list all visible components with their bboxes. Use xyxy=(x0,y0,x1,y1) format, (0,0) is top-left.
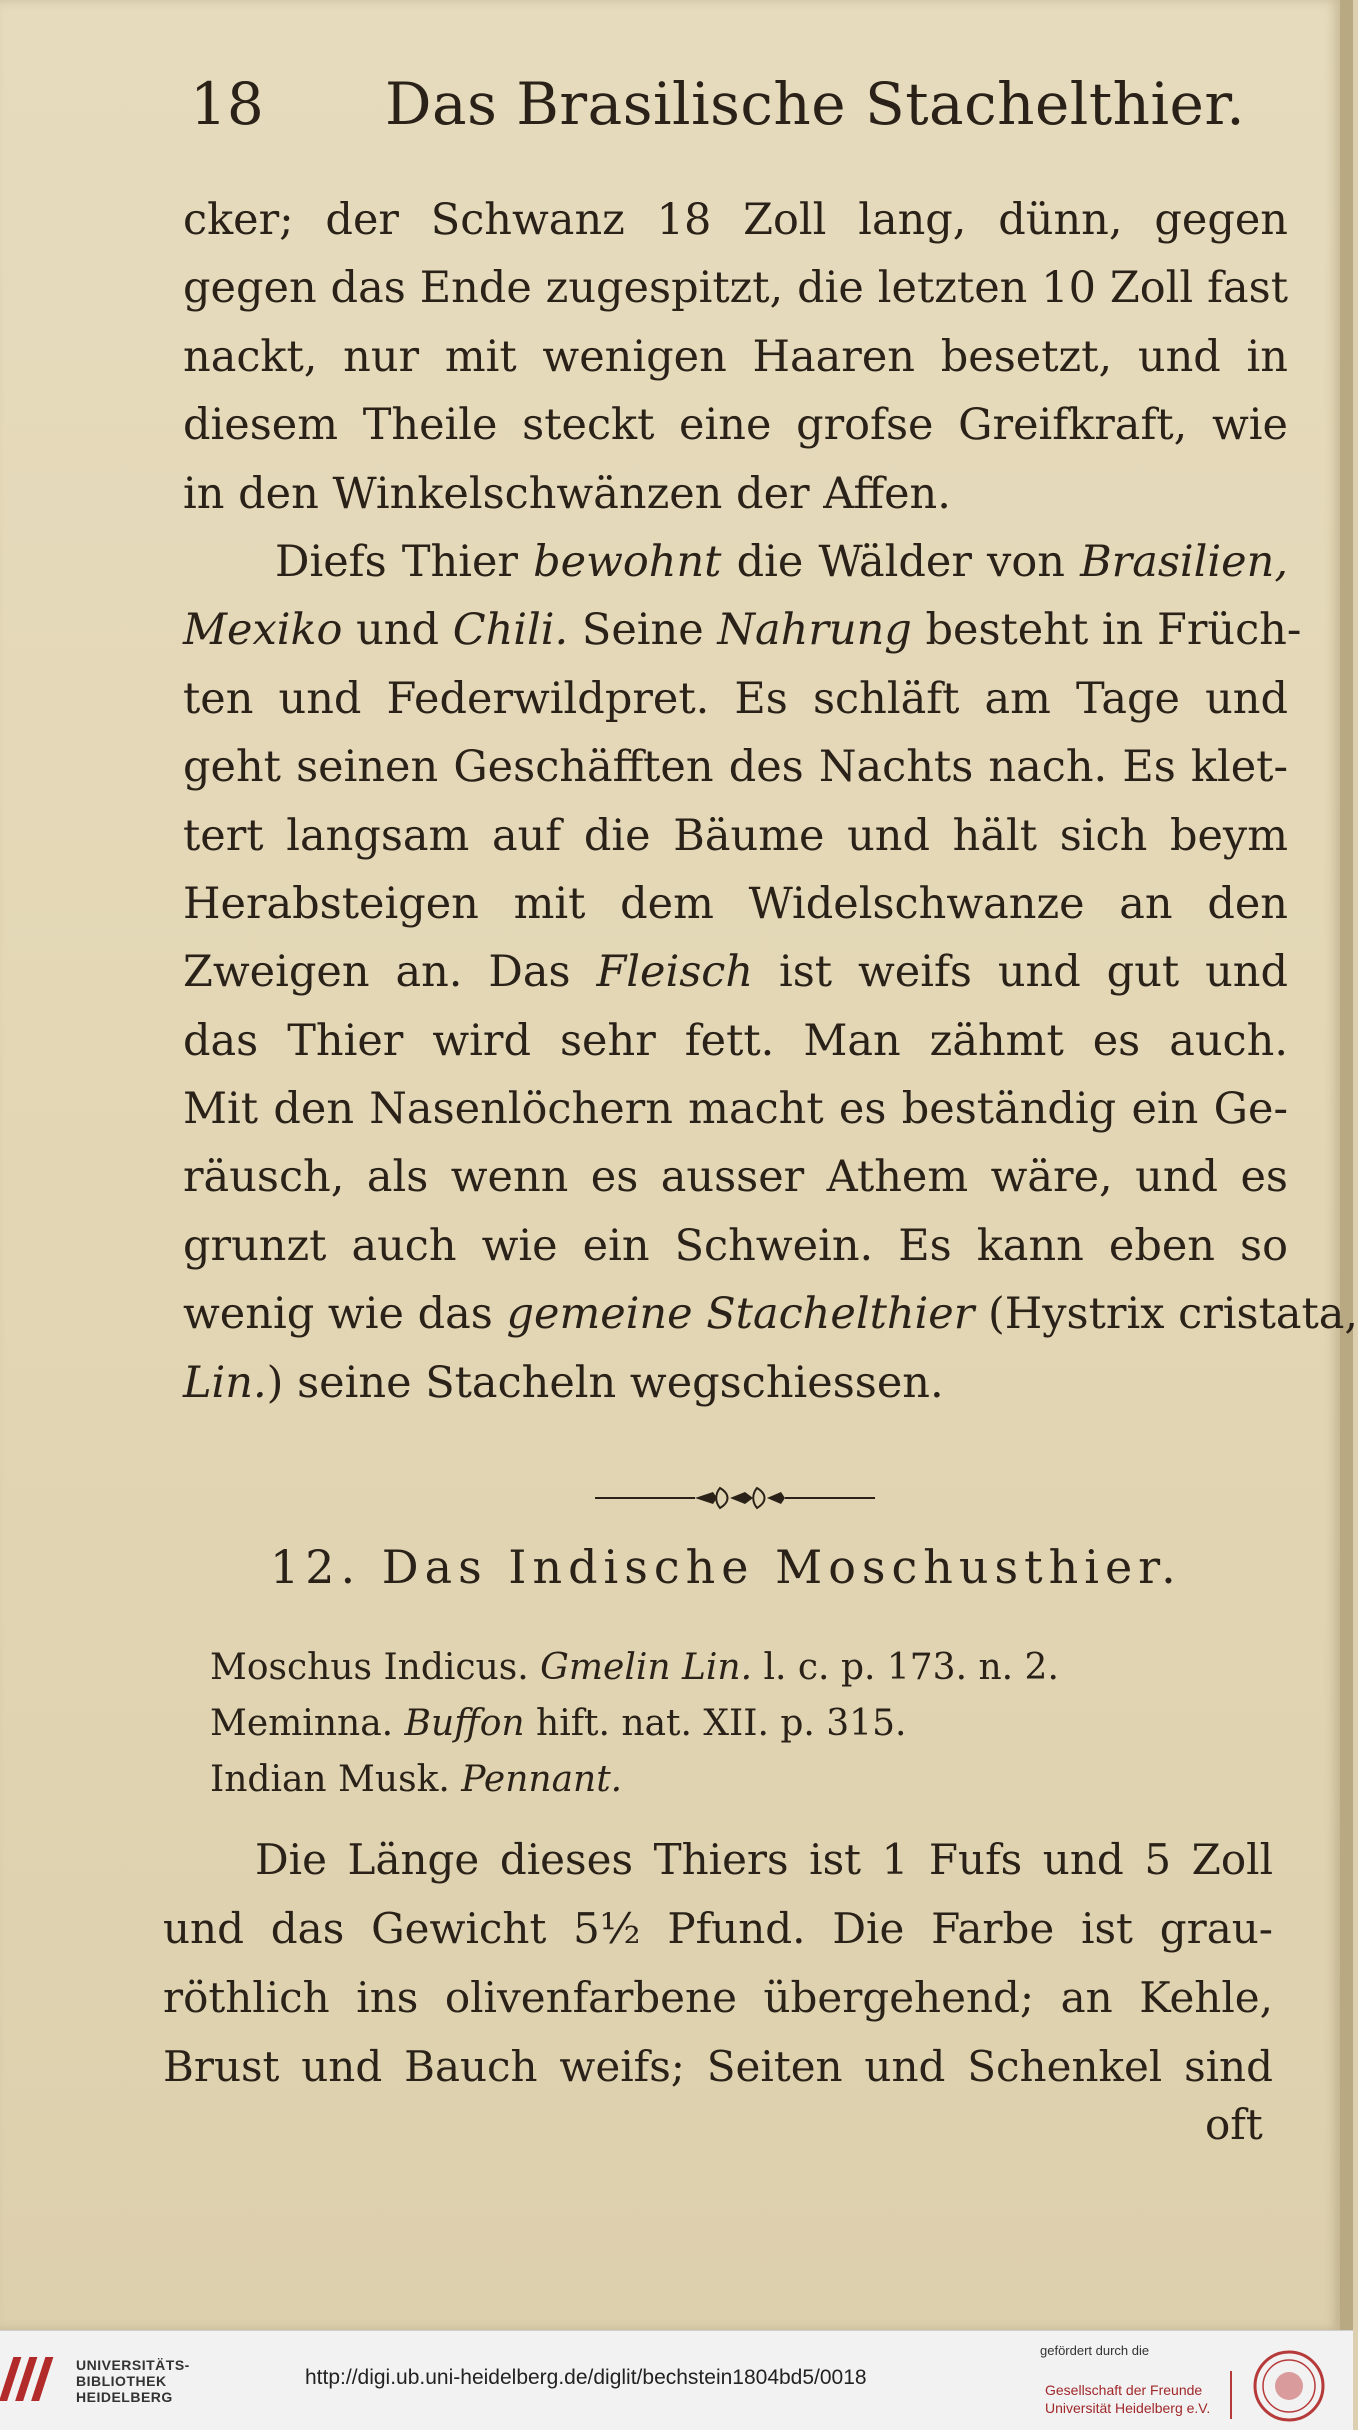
emphasis-chili: Chili. xyxy=(452,605,569,656)
synonym-row xyxy=(210,1640,1260,1696)
sponsor-label: gefördert durch die xyxy=(1040,2343,1150,2358)
emphasis-gemeine-stachelthier: gemeine Stachelthier xyxy=(506,1289,975,1340)
running-title: Das Brasilische Stachelthier. xyxy=(385,70,1246,138)
text-run: die Wälder von xyxy=(721,536,1081,587)
text-run: wenig wie das xyxy=(183,1289,507,1340)
section-heading: 12. Das Indische Moschusthier. xyxy=(270,1540,1182,1594)
society-name-line: Universität Heidelberg e.V. xyxy=(1045,2400,1211,2416)
body-text-block-2 xyxy=(163,1825,1273,2101)
text-line: und das Gewicht 5½ Pfund. Die Farbe ist grau- xyxy=(163,1904,1273,1953)
society-name-line: Gesellschaft der Freunde xyxy=(1045,2382,1203,2398)
body-text-block-1 xyxy=(183,186,1358,1417)
text-line: Herabsteigen mit dem Widelschwanze an den xyxy=(183,878,1288,929)
footer-divider xyxy=(1230,2371,1232,2419)
text-line: diesem Theile steckt eine grofse Greifkraft, wie xyxy=(183,400,1288,451)
text-line xyxy=(183,528,1288,596)
emphasis-brasilien: Brasilien, xyxy=(1080,536,1288,587)
text-run: hift. nat. XII. p. 315. xyxy=(524,1703,907,1744)
text-line: gegen das Ende zugespitzt, die letzten 10 Zoll fast xyxy=(183,263,1288,314)
text-run: besteht in Früch- xyxy=(911,605,1302,656)
synonym-row xyxy=(210,1752,1260,1808)
text-line xyxy=(183,596,1302,664)
authority-pennant: Pennant. xyxy=(461,1759,623,1800)
text-run: ) seine Stacheln wegschiessen. xyxy=(266,1357,944,1408)
text-line: Brust und Bauch weifs; Seiten und Schenkel sind xyxy=(163,2042,1273,2091)
text-line: ten und Federwildpret. Es schläft am Tage und xyxy=(183,673,1288,724)
emphasis-bewohnt: bewohnt xyxy=(533,536,722,587)
authority-gmelin: Gmelin Lin. xyxy=(540,1647,753,1688)
text-run: l. c. p. 173. n. 2. xyxy=(752,1647,1059,1688)
text-line xyxy=(183,1349,1288,1417)
text-line: nackt, nur mit wenigen Haaren besetzt, und in xyxy=(183,331,1288,382)
text-line xyxy=(183,1280,1358,1348)
sponsor-society[interactable] xyxy=(1045,2381,1210,2417)
catchword: oft xyxy=(1205,2100,1263,2149)
page-header xyxy=(180,70,1280,150)
text-run: Indian Musk. xyxy=(210,1759,462,1800)
text-run: (Hystrix cristata, xyxy=(974,1289,1358,1340)
text-run: Zweigen an. Das xyxy=(183,947,597,998)
text-line: tert langsam auf die Bäume und hält sich beym xyxy=(183,810,1288,861)
text-line xyxy=(183,938,1288,1006)
text-run: ist weifs und gut und xyxy=(753,947,1288,998)
library-name-line: UNIVERSITÄTS- xyxy=(76,2357,190,2373)
university-seal-icon xyxy=(1245,2349,1333,2423)
authority-buffon: Buffon xyxy=(404,1703,525,1744)
library-name-line: BIBLIOTHEK xyxy=(76,2373,167,2389)
emphasis-fleisch: Fleisch xyxy=(596,947,754,998)
text-line: das Thier wird sehr fett. Man zähmt es auch. xyxy=(183,1015,1288,1066)
permalink-url[interactable]: http://digi.ub.uni-heidelberg.de/diglit/bechstein1804bd5/0018 xyxy=(305,2366,867,2389)
text-line: cker; der Schwanz 18 Zoll lang, dünn, gegen xyxy=(183,195,1288,245)
synonym-row xyxy=(210,1696,1260,1752)
text-run: Moschus Indicus. xyxy=(210,1647,541,1688)
emphasis-nahrung: Nahrung xyxy=(717,605,912,656)
text-run: Seine xyxy=(568,605,718,656)
synonym-list xyxy=(210,1640,1260,1808)
section-ornament xyxy=(595,1480,875,1516)
text-line: in den Winkelschwänzen der Affen. xyxy=(183,468,951,519)
text-run: Meminna. xyxy=(210,1703,405,1744)
text-line: geht seinen Geschäfften des Nachts nach. Es klet- xyxy=(183,742,1288,793)
viewer-footer xyxy=(0,2330,1353,2430)
library-name[interactable] xyxy=(76,2357,190,2405)
university-library-logo-icon[interactable] xyxy=(14,2349,66,2409)
text-line: Die Länge dieses Thiers ist 1 Fufs und 5 Zoll xyxy=(255,1835,1273,1884)
page-edge xyxy=(1340,0,1353,2330)
page-number: 18 xyxy=(190,70,264,138)
emphasis-mexiko: Mexiko xyxy=(183,605,343,656)
library-name-line: HEIDELBERG xyxy=(76,2389,173,2405)
text-run: Diefs Thier xyxy=(275,536,534,587)
text-line: Mit den Nasenlöchern macht es beständig ein Ge- xyxy=(183,1084,1288,1135)
text-line: grunzt auch wie ein Schwein. Es kann eben so xyxy=(183,1220,1288,1271)
text-run: und xyxy=(342,605,453,656)
text-line: röthlich ins olivenfarbene übergehend; an Kehle, xyxy=(163,1973,1273,2022)
emphasis-lin: Lin. xyxy=(183,1357,267,1408)
text-line: räusch, als wenn es ausser Athem wäre, und es xyxy=(183,1152,1288,1203)
